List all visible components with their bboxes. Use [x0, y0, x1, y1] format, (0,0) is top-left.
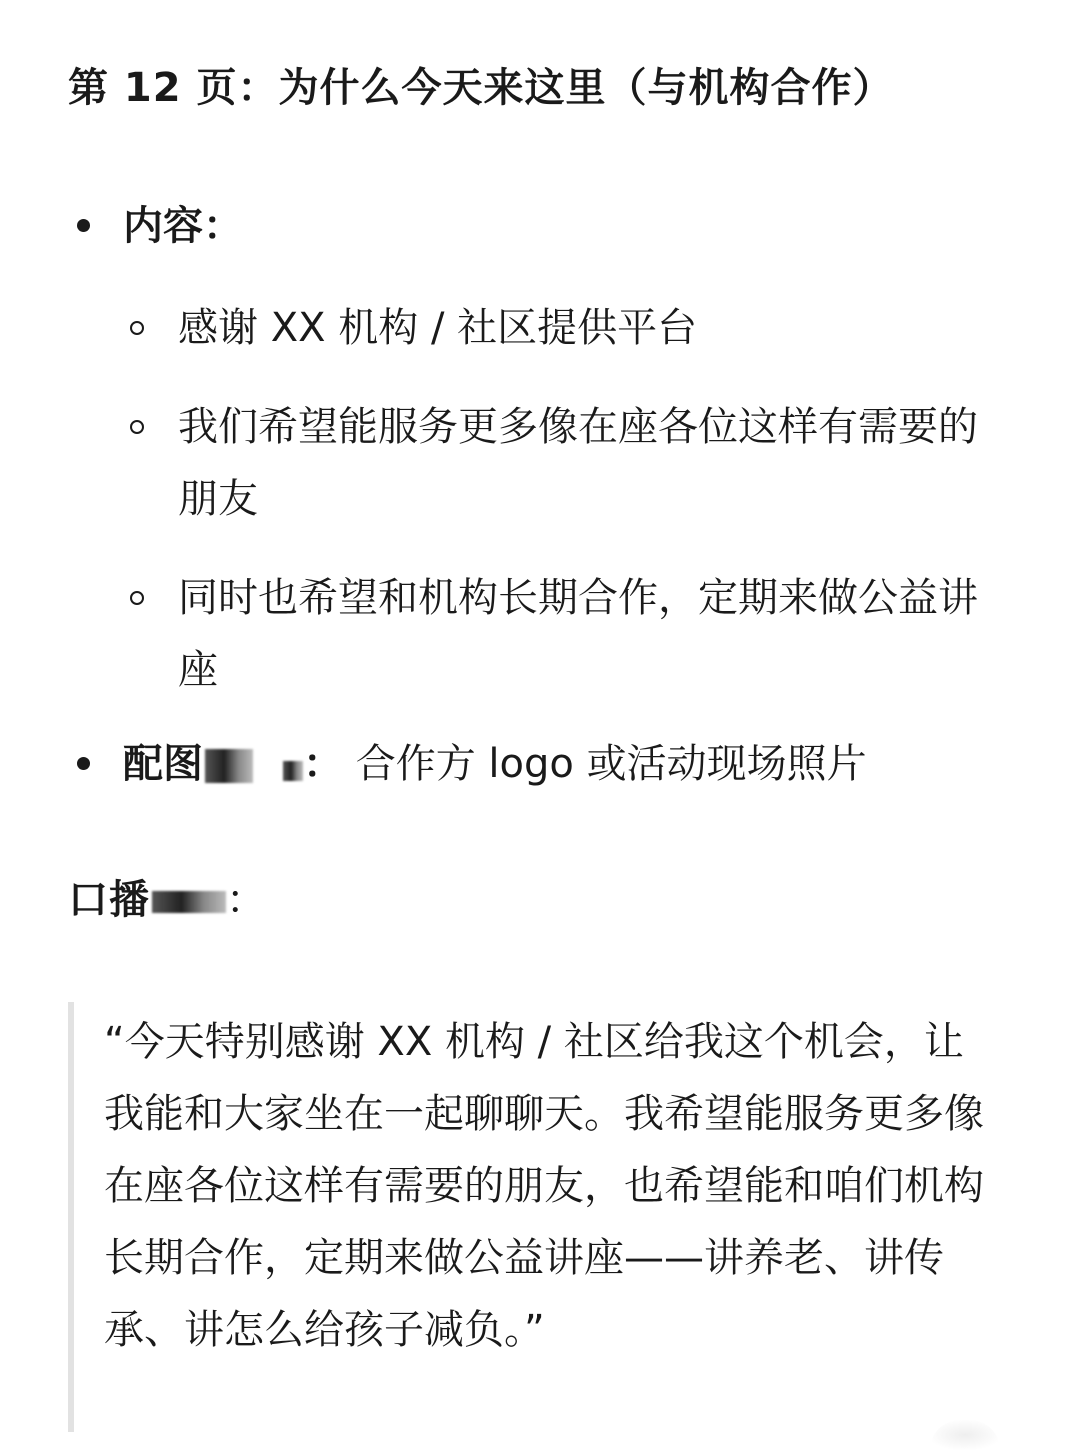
hollow-circle-bullet-icon [130, 321, 144, 335]
voiceover-heading [68, 874, 267, 926]
image-suggestion-line [123, 738, 867, 790]
image-label-colon: ： [303, 741, 343, 787]
voiceover-quote: “今天特别感谢 XX 机构 / 社区给我这个机会，让我能和大家坐在一起聊聊天。我希望能服务更多像在座各位这样有需要的朋友，也希望能和咱们机构长期合作，定期来做公益讲座——讲养老、讲传承、讲怎么给孩子减负。” [104, 1019, 984, 1353]
image-label: 配图 [123, 741, 203, 787]
voiceover-label: 口播 [68, 877, 150, 923]
redacted-mosaic [152, 891, 226, 913]
sublist-item [128, 562, 1008, 706]
blockquote-bar [68, 1002, 74, 1432]
sublist-item-text: 感谢 XX 机构 / 社区提供平台 [178, 305, 698, 351]
sublist-item-text: 我们希望能服务更多像在座各位这样有需要的朋友 [178, 404, 978, 522]
floating-button-shadow [930, 1420, 1000, 1450]
hollow-circle-bullet-icon [130, 591, 144, 605]
content-label: 内容： [123, 203, 243, 249]
sublist-item [128, 391, 1008, 535]
content-sublist [128, 292, 1008, 733]
redacted-mosaic [283, 761, 303, 781]
redacted-mosaic [205, 749, 253, 783]
image-suggestion-value: 合作方 logo 或活动现场照片 [355, 741, 867, 787]
bullet-dot-icon [77, 757, 90, 770]
sublist-item-text: 同时也希望和机构长期合作，定期来做公益讲座 [178, 575, 978, 693]
voiceover-label-colon: ： [226, 877, 267, 923]
sublist-item [128, 292, 1008, 364]
page-title: 第 12 页：为什么今天来这里（与机构合作） [68, 65, 894, 111]
hollow-circle-bullet-icon [130, 420, 144, 434]
bullet-dot-icon [77, 219, 90, 232]
